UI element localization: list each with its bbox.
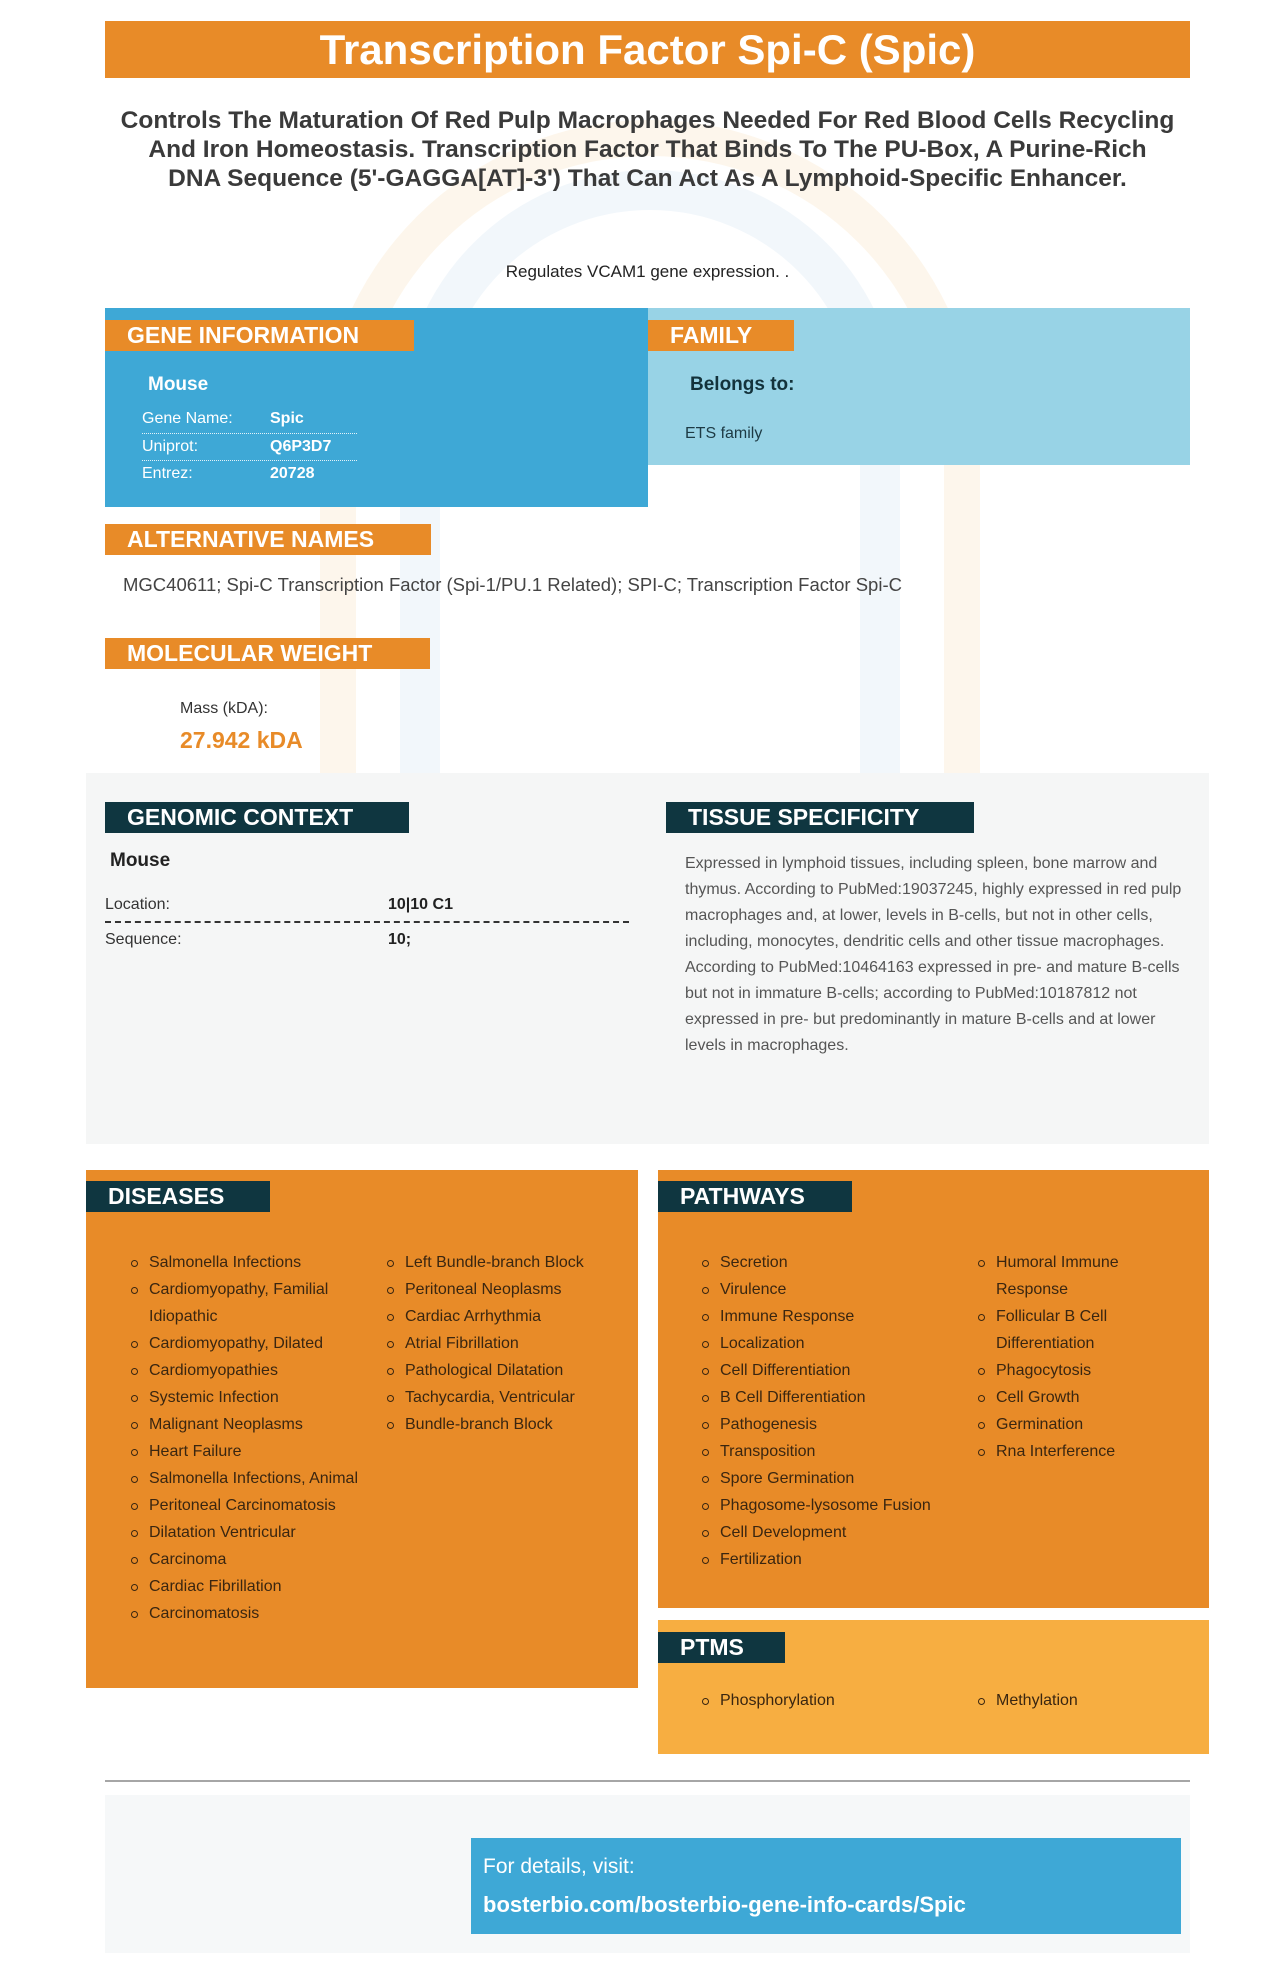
disease-item: Tachycardia, Ventricular	[387, 1384, 587, 1411]
ptms-list	[702, 1687, 1078, 1714]
family-header: FAMILY	[648, 320, 794, 351]
gene-row-uniprot	[142, 434, 357, 462]
pathway-item: Spore Germination	[702, 1465, 978, 1492]
disease-item: Cardiac Fibrillation	[131, 1573, 387, 1600]
entrez-label: Entrez:	[142, 465, 193, 482]
disease-item: Cardiomyopathy, Familial Idiopathic	[131, 1276, 387, 1330]
gene-row-name	[142, 406, 357, 434]
disease-item: Salmonella Infections, Animal	[131, 1465, 387, 1492]
ptms-panel	[658, 1620, 1209, 1754]
pathway-item: Rna Interference	[978, 1438, 1158, 1465]
disease-item: Malignant Neoplasms	[131, 1411, 387, 1438]
disease-item: Systemic Infection	[131, 1384, 387, 1411]
pathway-item: Germination	[978, 1411, 1158, 1438]
alternative-names-header: ALTERNATIVE NAMES	[105, 524, 431, 555]
sequence-value: 10;	[388, 931, 412, 948]
disease-item: Pathological Dilatation	[387, 1357, 587, 1384]
pathway-column	[702, 1249, 978, 1573]
function-note: Regulates VCAM1 gene expression. .	[505, 262, 790, 281]
disease-item: Salmonella Infections	[131, 1249, 387, 1276]
footer-divider	[105, 1780, 1190, 1782]
genomic-context-table	[105, 888, 629, 959]
pathway-item: Cell Differentiation	[702, 1357, 978, 1384]
genomic-species: Mouse	[110, 850, 171, 871]
ptm-column	[978, 1687, 1078, 1714]
family-value: ETS family	[685, 425, 763, 442]
genomic-row-location	[105, 888, 629, 923]
diseases-list	[131, 1249, 587, 1627]
family-panel	[648, 308, 1190, 465]
pathway-item: Cell Development	[702, 1519, 978, 1546]
uniprot-value: Q6P3D7	[270, 437, 332, 455]
gene-name-value: Spic	[270, 410, 304, 427]
diseases-header: DISEASES	[86, 1181, 270, 1212]
gene-name-label: Gene Name:	[142, 410, 233, 427]
diseases-panel	[86, 1170, 638, 1688]
ptms-header: PTMS	[658, 1632, 785, 1663]
pathway-item: Humoral Immune Response	[978, 1249, 1158, 1303]
mass-value: 27.942 kDA	[180, 727, 303, 753]
location-label: Location:	[105, 896, 170, 913]
disease-item: Heart Failure	[131, 1438, 387, 1465]
details-link[interactable]: bosterbio.com/bosterbio-gene-info-cards/Spic	[483, 1892, 966, 1917]
uniprot-label: Uniprot:	[142, 437, 199, 455]
pathway-item: Pathogenesis	[702, 1411, 978, 1438]
mass-label: Mass (kDA):	[180, 700, 268, 717]
details-link-box[interactable]	[471, 1838, 1181, 1934]
genomic-tissue-section	[86, 773, 1209, 1144]
disease-item: Left Bundle-branch Block	[387, 1249, 587, 1276]
pathway-item: B Cell Differentiation	[702, 1384, 978, 1411]
alternative-names-text: MGC40611; Spi-C Transcription Factor (Spi-1/PU.1 Related); SPI-C; Transcription Factor Spi-C	[123, 574, 902, 595]
footer-panel	[105, 1795, 1190, 1953]
pathway-item: Follicular B Cell Differentiation	[978, 1303, 1158, 1357]
ptm-column	[702, 1687, 978, 1714]
ptm-item: Methylation	[978, 1687, 1078, 1714]
pathway-item: Secretion	[702, 1249, 978, 1276]
entrez-value: 20728	[270, 465, 315, 482]
disease-item: Cardiomyopathy, Dilated	[131, 1330, 387, 1357]
disease-item: Atrial Fibrillation	[387, 1330, 587, 1357]
location-value: 10|10 C1	[388, 896, 453, 913]
pathways-header: PATHWAYS	[658, 1181, 852, 1212]
ptm-item: Phosphorylation	[702, 1687, 978, 1714]
gene-information-panel	[105, 308, 648, 507]
disease-item: Dilatation Ventricular	[131, 1519, 387, 1546]
pathways-list	[702, 1249, 1158, 1573]
genomic-row-sequence	[105, 923, 629, 959]
page-title: Transcription Factor Spi-C (Spic)	[105, 21, 1190, 78]
gene-info-table	[142, 406, 357, 489]
pathway-item: Transposition	[702, 1438, 978, 1465]
pathway-item: Phagocytosis	[978, 1357, 1158, 1384]
details-label: For details, visit:	[483, 1855, 635, 1878]
molecular-weight-header: MOLECULAR WEIGHT	[105, 638, 430, 669]
disease-item: Bundle-branch Block	[387, 1411, 587, 1438]
pathway-item: Fertilization	[702, 1546, 978, 1573]
gene-information-header: GENE INFORMATION	[105, 320, 414, 351]
pathway-item: Cell Growth	[978, 1384, 1158, 1411]
disease-item: Carcinomatosis	[131, 1600, 387, 1627]
sequence-label: Sequence:	[105, 931, 182, 948]
tissue-specificity-text: Expressed in lymphoid tissues, including spleen, bone marrow and thymus. According to PubMed:19037245, highly expressed in red pulp macrophages and, at lower, levels in B-cells, but not in other cells, including, monocytes, dendritic cells and other tissue macrophages. According to PubMed:10464163 expressed in pre- and mature B-cells but not in immature B-cells; according to PubMed:10187812 not expressed in pre- but predominantly in mature B-cells and at lower levels in macrophages.	[685, 855, 1182, 1054]
disease-item: Peritoneal Neoplasms	[387, 1276, 587, 1303]
genomic-context-header: GENOMIC CONTEXT	[105, 802, 409, 833]
pathway-item: Localization	[702, 1330, 978, 1357]
gene-row-entrez	[142, 461, 357, 489]
pathway-item: Virulence	[702, 1276, 978, 1303]
disease-item: Cardiomyopathies	[131, 1357, 387, 1384]
disease-column	[387, 1249, 587, 1438]
pathway-column	[978, 1249, 1158, 1465]
function-summary: Controls The Maturation Of Red Pulp Macrophages Needed For Red Blood Cells Recycling And Iron Homeostasis. Transcription Factor That Binds To The PU-Box, A Purine-Rich DNA Sequence (5'-GAGGA[AT]-3') That Can Act As A Lymphoid-Specific Enhancer.	[120, 107, 1175, 192]
pathway-item: Immune Response	[702, 1303, 978, 1330]
family-belongs-label: Belongs to:	[690, 374, 795, 395]
pathways-panel	[658, 1170, 1209, 1608]
disease-column	[131, 1249, 387, 1627]
disease-item: Cardiac Arrhythmia	[387, 1303, 587, 1330]
pathway-item: Phagosome-lysosome Fusion	[702, 1492, 978, 1519]
disease-item: Peritoneal Carcinomatosis	[131, 1492, 387, 1519]
disease-item: Carcinoma	[131, 1546, 387, 1573]
tissue-specificity-header: TISSUE SPECIFICITY	[666, 802, 974, 833]
gene-species: Mouse	[148, 374, 209, 395]
